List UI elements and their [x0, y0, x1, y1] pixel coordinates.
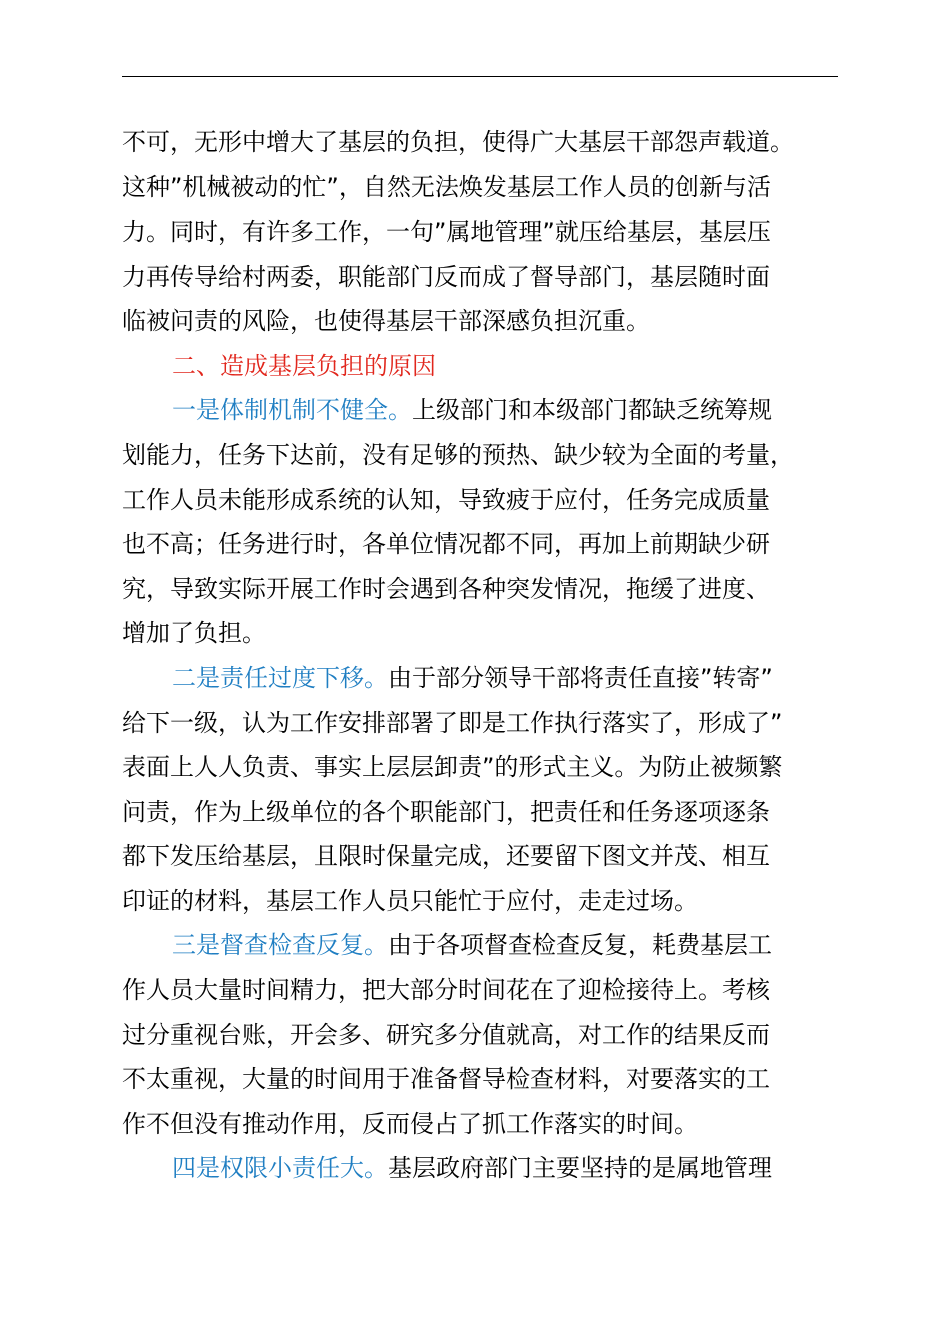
text-line: 印证的材料，基层工作人员只能忙于应付，走走过场。: [122, 887, 698, 915]
paragraph-first-line: [172, 656, 838, 700]
text-line: 也不高；任务进行时，各单位情况都不同，再加上前期缺少研: [122, 530, 770, 558]
paragraph-first-line: [172, 388, 838, 432]
text-line: 表面上人人负责、事实上层层卸责”的形式主义。为防止被频繁: [122, 753, 783, 781]
text-line: 不可，无形中增大了基层的负担，使得广大基层干部怨声载道。: [122, 128, 794, 156]
text-line: 都下发压给基层，且限时保量完成，还要留下图文并茂、相互: [122, 842, 770, 870]
paragraph-text: 由于各项督查检查反复，耗费基层工: [388, 931, 772, 959]
paragraph-text: 基层政府部门主要坚持的是属地管理: [388, 1154, 772, 1182]
text-line: 力。同时，有许多工作，一句”属地管理”就压给基层，基层压: [122, 218, 771, 246]
paragraph-text: 由于部分领导干部将责任直接”转寄”: [388, 664, 773, 692]
text-line: 不太重视，大量的时间用于准备督导检查材料，对要落实的工: [122, 1065, 770, 1093]
text-line: 给下一级，认为工作安排部署了即是工作执行落实了，形成了”: [122, 709, 783, 737]
paragraph-lead: 一是体制机制不健全。: [172, 396, 412, 424]
section-heading: 二、造成基层负担的原因: [172, 352, 436, 380]
paragraph-lead: 四是权限小责任大。: [172, 1154, 388, 1182]
text-line: 作人员大量时间精力，把大部分时间花在了迎检接待上。考核: [122, 976, 770, 1004]
text-line: 作不但没有推动作用，反而侵占了抓工作落实的时间。: [122, 1110, 698, 1138]
header-rule: [122, 76, 838, 77]
text-line: 这种”机械被动的忙”，自然无法焕发基层工作人员的创新与活: [122, 173, 771, 201]
text-line: 力再传导给村两委，职能部门反而成了督导部门，基层随时面: [122, 263, 770, 291]
text-line: 究，导致实际开展工作时会遇到各种突发情况，拖缓了进度、: [122, 575, 770, 603]
paragraph-first-line: [172, 1146, 838, 1190]
paragraph-lead: 三是督查检查反复。: [172, 931, 388, 959]
paragraph-first-line: [172, 923, 838, 967]
paragraph-lead: 二是责任过度下移。: [172, 664, 388, 692]
paragraph-text: 上级部门和本级部门都缺乏统筹规: [412, 396, 772, 424]
text-line: 划能力，任务下达前，没有足够的预热、缺少较为全面的考量，: [122, 441, 794, 469]
text-line: 问责，作为上级单位的各个职能部门，把责任和任务逐项逐条: [122, 798, 770, 826]
text-line: 工作人员未能形成系统的认知，导致疲于应付，任务完成质量: [122, 486, 770, 514]
text-line: 临被问责的风险，也使得基层干部深感负担沉重。: [122, 307, 650, 335]
text-line: 增加了负担。: [122, 619, 266, 647]
text-line: 过分重视台账，开会多、研究多分值就高，对工作的结果反而: [122, 1021, 770, 1049]
